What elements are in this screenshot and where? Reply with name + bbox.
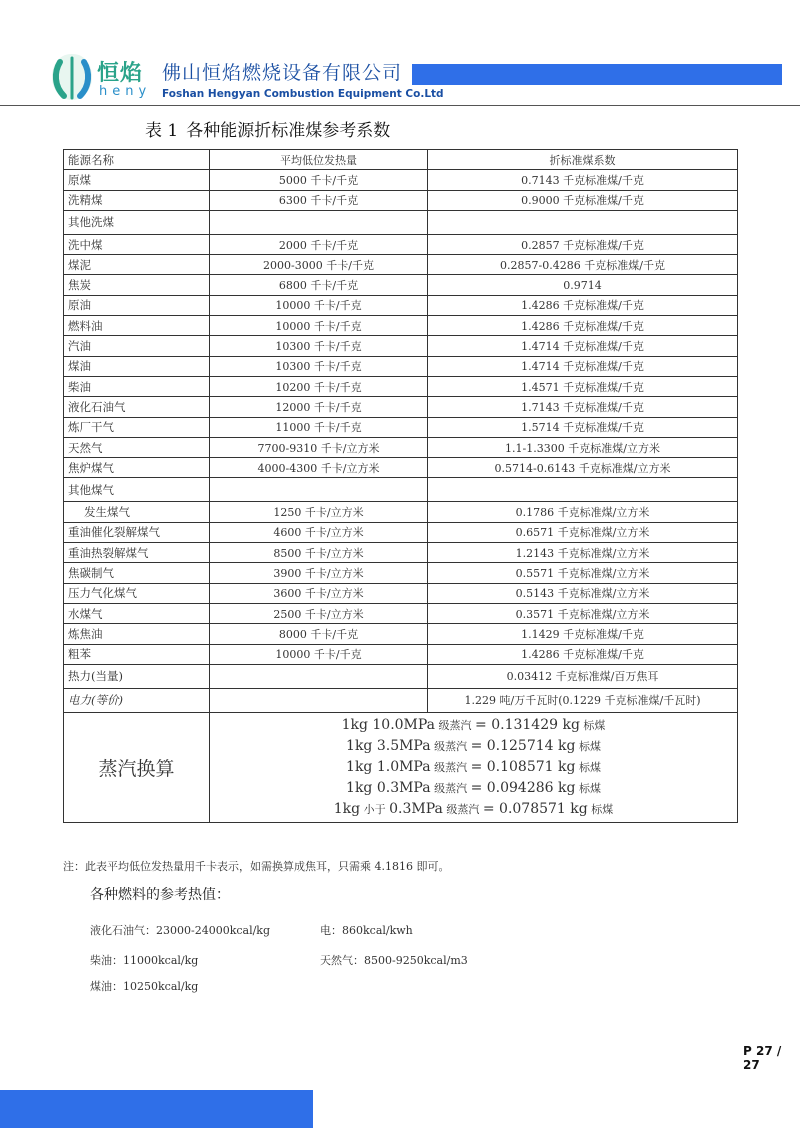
energy-name: 电力(等价) (64, 688, 210, 712)
table-row (64, 356, 738, 376)
table-row (64, 478, 738, 502)
calorific-value: 5000 千卡/千克 (210, 170, 428, 190)
energy-name: 发生煤气 (64, 502, 210, 522)
table-row (64, 170, 738, 190)
table-row (64, 624, 738, 644)
calorific-value: 1250 千卡/立方米 (210, 502, 428, 522)
coal-coefficient: 1.2143 千克标准煤/立方米 (428, 543, 738, 563)
table-row (64, 417, 738, 437)
table-header-row (64, 150, 738, 170)
table-row (64, 437, 738, 457)
table-row (64, 664, 738, 688)
calorific-value: 3600 千卡/立方米 (210, 583, 428, 603)
calorific-value (210, 688, 428, 712)
calorific-value: 10000 千卡/千克 (210, 644, 428, 664)
reference-item: 电：860kcal/kwh (320, 924, 413, 937)
coal-coefficient: 0.5714-0.6143 千克标准煤/立方米 (428, 458, 738, 478)
energy-name: 重油热裂解煤气 (64, 543, 210, 563)
energy-name: 炼焦油 (64, 624, 210, 644)
reference-item: 天然气：8500-9250kcal/m3 (320, 954, 468, 967)
energy-name: 炼厂干气 (64, 417, 210, 437)
table-title-text: 各种能源折标准煤参考系数 (186, 121, 391, 141)
coal-coefficient: 1.5714 千克标准煤/千克 (428, 417, 738, 437)
steam-line: 1kg 3.5MPa 级蒸汽 = 0.125714 kg 标煤 (346, 737, 601, 754)
table-row (64, 502, 738, 522)
calorific-value: 4600 千卡/立方米 (210, 522, 428, 542)
coal-coefficient: 0.03412 千克标准煤/百万焦耳 (428, 664, 738, 688)
table-row (64, 458, 738, 478)
footer-accent-bar (0, 1090, 313, 1128)
reference-item: 液化石油气：23000-24000kcal/kg (90, 924, 271, 937)
calorific-value: 7700-9310 千卡/立方米 (210, 437, 428, 457)
coal-coefficient: 0.1786 千克标准煤/立方米 (428, 502, 738, 522)
coal-coefficient: 0.7143 千克标准煤/千克 (428, 170, 738, 190)
coal-coefficient (428, 210, 738, 234)
calorific-value: 11000 千卡/千克 (210, 417, 428, 437)
table-row (64, 255, 738, 275)
coal-coefficient: 1.4286 千克标准煤/千克 (428, 295, 738, 315)
table-row (64, 522, 738, 542)
energy-name: 压力气化煤气 (64, 583, 210, 603)
calorific-value: 10300 千卡/千克 (210, 336, 428, 356)
steam-line: 1kg 1.0MPa 级蒸汽 = 0.108571 kg 标煤 (346, 758, 601, 775)
steam-line: 1kg 0.3MPa 级蒸汽 = 0.094286 kg 标煤 (346, 779, 601, 796)
energy-name: 天然气 (64, 437, 210, 457)
table-row (64, 376, 738, 396)
coal-coefficient: 1.4571 千克标准煤/千克 (428, 376, 738, 396)
coal-coefficient: 0.9714 (428, 275, 738, 295)
table-row (64, 336, 738, 356)
company-name-en: Foshan Hengyan Combustion Equipment Co.Ltd (162, 88, 444, 100)
steam-line: 1kg 10.0MPa 级蒸汽 = 0.131429 kg 标煤 (341, 716, 606, 733)
calorific-value: 8500 千卡/立方米 (210, 543, 428, 563)
table-row (64, 563, 738, 583)
coal-coefficient: 0.3571 千克标准煤/立方米 (428, 603, 738, 623)
header-calorific-value: 平均低位发热量 (210, 150, 428, 170)
calorific-value (210, 210, 428, 234)
coal-coefficient: 1.1-1.3300 千克标准煤/立方米 (428, 437, 738, 457)
reference-title: 各种燃料的参考热值： (90, 887, 230, 903)
table-row (64, 234, 738, 254)
header-divider (0, 105, 800, 106)
calorific-value (210, 664, 428, 688)
table-row (64, 644, 738, 664)
calorific-value: 10000 千卡/千克 (210, 295, 428, 315)
energy-name: 热力(当量) (64, 664, 210, 688)
table-row (64, 210, 738, 234)
calorific-value: 4000-4300 千卡/立方米 (210, 458, 428, 478)
calorific-value: 10300 千卡/千克 (210, 356, 428, 376)
header-coal-coefficient: 折标准煤系数 (428, 150, 738, 170)
coal-coefficient: 1.4714 千克标准煤/千克 (428, 356, 738, 376)
coal-coefficient: 0.6571 千克标准煤/立方米 (428, 522, 738, 542)
coal-coefficient: 1.1429 千克标准煤/千克 (428, 624, 738, 644)
calorific-value: 2000-3000 千卡/千克 (210, 255, 428, 275)
reference-item: 柴油：11000kcal/kg (90, 954, 199, 967)
coal-coefficient: 0.9000 千克标准煤/千克 (428, 190, 738, 210)
calorific-value: 10200 千卡/千克 (210, 376, 428, 396)
energy-name: 焦碳制气 (64, 563, 210, 583)
coal-coefficient: 1.4714 千克标准煤/千克 (428, 336, 738, 356)
coal-coefficient: 0.2857 千克标准煤/千克 (428, 234, 738, 254)
coal-coefficient (428, 478, 738, 502)
header-energy-name: 能源名称 (64, 150, 210, 170)
table-row (64, 397, 738, 417)
coal-coefficient: 1.4286 千克标准煤/千克 (428, 644, 738, 664)
table-row (64, 603, 738, 623)
table-row (64, 190, 738, 210)
calorific-value (210, 478, 428, 502)
table-row (64, 543, 738, 563)
energy-name: 原油 (64, 295, 210, 315)
calorific-value: 6800 千卡/千克 (210, 275, 428, 295)
coal-coefficient: 1.4286 千克标准煤/千克 (428, 316, 738, 336)
page-number: P 27 / 27 (743, 1044, 782, 1072)
energy-name: 液化石油气 (64, 397, 210, 417)
table-row (64, 316, 738, 336)
table-footnote: 注：此表平均低位发热量用千卡表示，如需换算成焦耳，只需乘 4.1816 即可。 (63, 860, 450, 873)
energy-coefficient-table (63, 149, 738, 823)
coal-coefficient: 0.2857-0.4286 千克标准煤/千克 (428, 255, 738, 275)
coal-coefficient: 0.5571 千克标准煤/立方米 (428, 563, 738, 583)
calorific-value: 6300 千卡/千克 (210, 190, 428, 210)
logo-text-en: heny (99, 84, 152, 99)
calorific-value: 12000 千卡/千克 (210, 397, 428, 417)
calorific-value: 2500 千卡/立方米 (210, 603, 428, 623)
energy-name: 柴油 (64, 376, 210, 396)
reference-item: 煤油：10250kcal/kg (90, 980, 199, 993)
steam-line: 1kg 小于 0.3MPa 级蒸汽 = 0.078571 kg 标煤 (333, 800, 614, 817)
coal-coefficient: 0.5143 千克标准煤/立方米 (428, 583, 738, 603)
logo-text-cn: 恒焰 (97, 61, 144, 86)
steam-conversion-label: 蒸汽换算 (64, 712, 210, 822)
energy-name: 洗中煤 (64, 234, 210, 254)
energy-name: 煤油 (64, 356, 210, 376)
coal-coefficient: 1.7143 千克标准煤/千克 (428, 397, 738, 417)
energy-name: 燃料油 (64, 316, 210, 336)
calorific-value: 2000 千卡/千克 (210, 234, 428, 254)
table-title-number: 表 1 (145, 121, 179, 141)
table-title (145, 116, 398, 141)
energy-name: 重油催化裂解煤气 (64, 522, 210, 542)
energy-name: 其他煤气 (64, 478, 210, 502)
steam-conversion-values (210, 712, 738, 822)
header-accent-bar (412, 64, 782, 85)
table-row (64, 688, 738, 712)
steam-conversion-row (64, 712, 738, 822)
energy-name: 洗精煤 (64, 190, 210, 210)
table-row (64, 295, 738, 315)
table-row (64, 275, 738, 295)
energy-name: 焦炭 (64, 275, 210, 295)
calorific-value: 8000 千卡/千克 (210, 624, 428, 644)
company-logo-icon (50, 52, 94, 102)
coal-coefficient: 1.229 吨/万千瓦时(0.1229 千克标准煤/千瓦时) (428, 688, 738, 712)
energy-name: 水煤气 (64, 603, 210, 623)
company-name-cn: 佛山恒焰燃烧设备有限公司 (162, 62, 403, 84)
energy-name: 汽油 (64, 336, 210, 356)
table-row (64, 583, 738, 603)
page-header (0, 0, 800, 110)
energy-name: 煤泥 (64, 255, 210, 275)
energy-name: 焦炉煤气 (64, 458, 210, 478)
calorific-value: 10000 千卡/千克 (210, 316, 428, 336)
energy-name: 粗苯 (64, 644, 210, 664)
energy-name: 其他洗煤 (64, 210, 210, 234)
calorific-value: 3900 千卡/立方米 (210, 563, 428, 583)
energy-name: 原煤 (64, 170, 210, 190)
